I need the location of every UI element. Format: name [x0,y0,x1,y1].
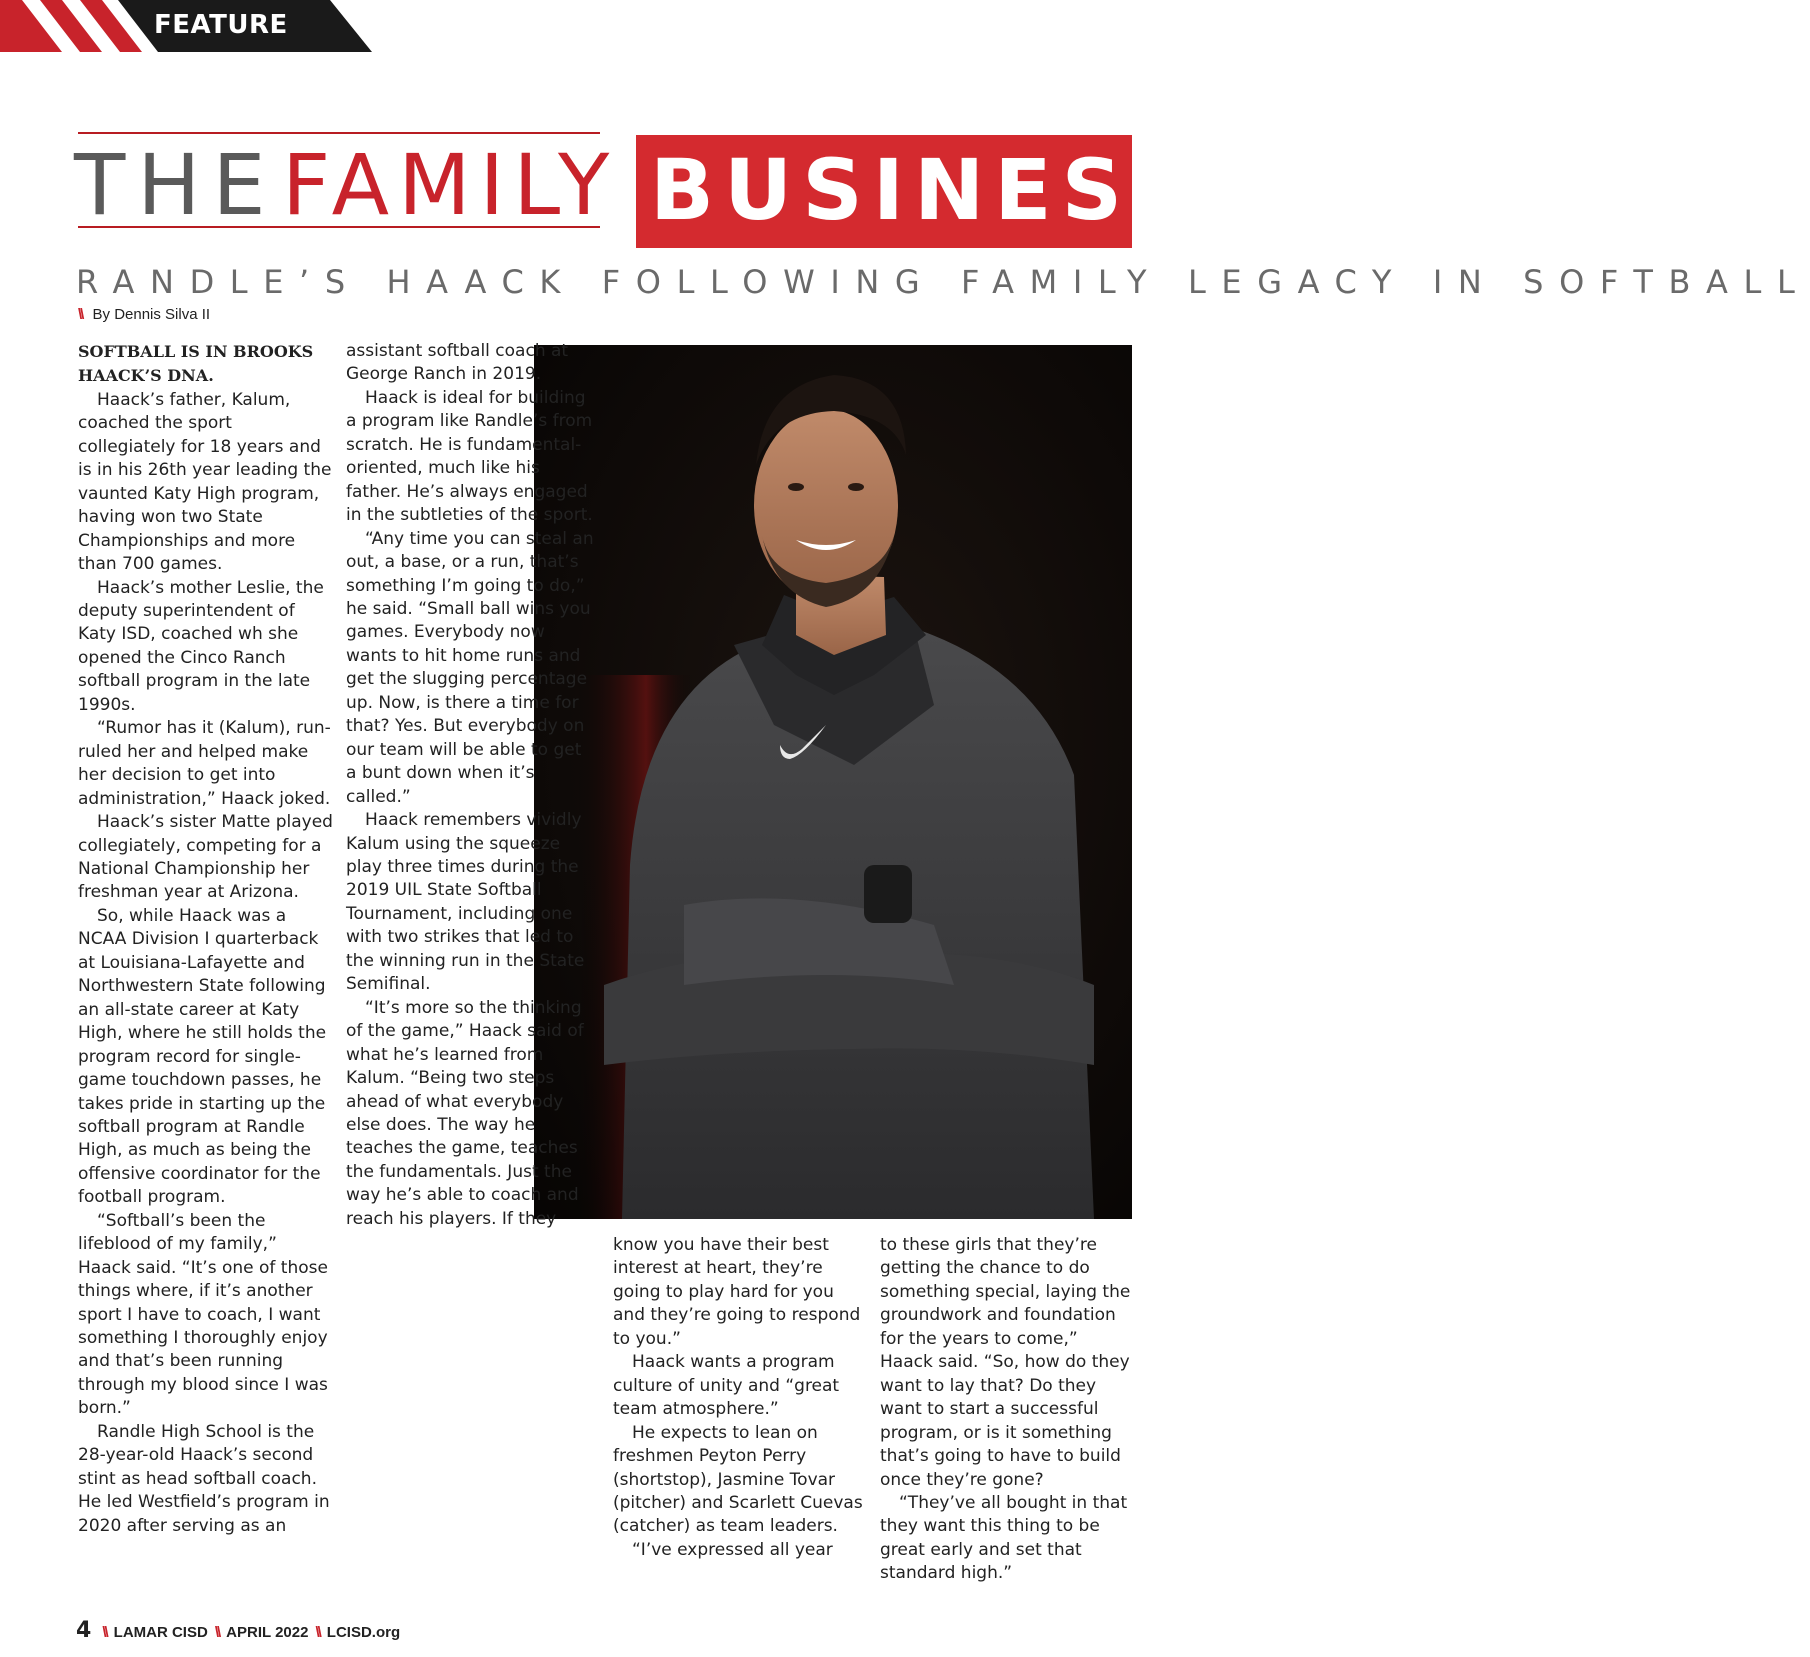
article-paragraph: Haack wants a program culture of unity and “great team atmosphere.” [613,1352,840,1420]
article-paragraph: “Any time you can steal an out, a base, or a run, that’s something I’m going to do,” he said. “Small ball wins you games. Everybody now wants to hit home runs and get the slugging percentage up. Now, is there a time for that? Yes. But everybody on our team will be able to get a bunt down when it’s called.” [346,528,594,807]
article-paragraph: So, while Haack was a NCAA Division I quarterback at Louisiana-Lafayette and Northwestern State following an all-state career at Katy High, where he still holds the program record for single-game touchdown passes, he takes pride in starting up the softball program at Randle High, as much as being the offensive coordinator for the football program. [78,905,327,1208]
article-paragraph: “They’ve all bought in that they want this thing to be great early and set that standard high.” [880,1492,1128,1584]
footer-slashes-icon: \\ [315,1624,320,1641]
article-column-3 [613,1234,865,1584]
title-top-rule [78,132,600,134]
article-column-2 [346,340,596,1584]
article-paragraph-continued: assistant softball coach at George Ranch in 2019. [346,341,569,385]
feature-photo [534,345,1132,1219]
article-paragraph: “Softball’s been the lifeblood of my family,” Haack said. “It’s one of those things where, if it’s another sport I have to coach, I want something I thoroughly enjoy and that’s been running through my blood since I was born.” [78,1210,328,1419]
section-label: FEATURE [154,10,288,40]
byline-slashes-icon: \\ [78,306,83,323]
lead-caps: SOFTBALL IS IN BROOKS HAACK’S DNA. [78,342,314,386]
article-column-4 [880,1234,1132,1584]
page-footer [76,1618,400,1643]
coach-portrait-illustration [534,345,1132,1219]
article-paragraph-continued: to these girls that they’re getting the chance to do something special, laying the groundwork and foundation for the years to come,” Haack said. “So, how do they want to lay that? Do they want to start a successful program, or is it something that’s going to have to build once they’re gone? [880,1235,1131,1490]
article-lead [78,340,334,389]
footer-publication: LAMAR CISD [113,1624,208,1641]
article-paragraph: Haack is ideal for building a program like Randle’s from scratch. He is fundamental-oriented, much like his father. He’s always engaged in the subtleties of the sport. [346,387,593,526]
byline [78,306,210,323]
title-word-business: BUSINESS [650,141,1199,239]
section-banner [0,0,380,52]
article-subtitle: RANDLE’S HAACK FOLLOWING FAMILY LEGACY IN SOFTBALL [76,263,1810,301]
article-paragraph: “Rumor has it (Kalum), run-ruled her and helped make her decision to get into administration,” Haack joked. [78,718,331,809]
title-word-family: FAMILY [282,136,619,234]
article-paragraph: Haack’s father, Kalum, coached the sport collegiately for 18 years and is in his 26th year leading the vaunted Katy High program, having won two State Championships and more than 700 games. [78,389,332,575]
article-paragraph: He expects to lean on freshmen Peyton Perry (shortstop), Jasmine Tovar (pitcher) and Scarlett Cuevas (catcher) as team leaders. [613,1422,863,1537]
footer-slashes-icon: \\ [102,1624,107,1641]
article-paragraph: “It’s more so the thinking of the game,” Haack said of what he’s learned from Kalum. “Being two steps ahead of what everybody else does. The way he teaches the game, teaches the fundamentals. Just the way he’s able to coach and reach his players. If they [346,997,584,1229]
article-paragraph: Haack’s mother Leslie, the deputy superintendent of Katy ISD, coached wh she opened the Cinco Ranch softball program in the late 1990s. [78,577,324,715]
article-paragraph: Randle High School is the 28-year-old Haack’s second stint as head softball coach. He led Westfield’s program in 2020 after serving as an [78,1421,330,1536]
byline-author: By Dennis Silva II [92,306,211,323]
article-column-1 [78,340,334,1584]
article-paragraph: Haack’s sister Matte played collegiately, competing for a National Championship her freshman year at Arizona. [78,812,333,903]
footer-website: LCISD.org [326,1624,401,1641]
footer-slashes-icon: \\ [214,1624,220,1641]
article-paragraph-continued: know you have their best interest at heart, they’re going to play hard for you and they’re going to respond to you.” [613,1235,861,1349]
article-paragraph: “I’ve expressed all year [632,1539,833,1560]
article-paragraph: Haack remembers vividly Kalum using the squeeze play three times during the 2019 UIL State Softball Tournament, including one with two strikes that led to the winning run in the State Semifinal. [346,810,585,995]
footer-issue: APRIL 2022 [226,1624,309,1641]
title-word-the: THE [74,136,278,234]
page-number: 4 [76,1618,92,1643]
